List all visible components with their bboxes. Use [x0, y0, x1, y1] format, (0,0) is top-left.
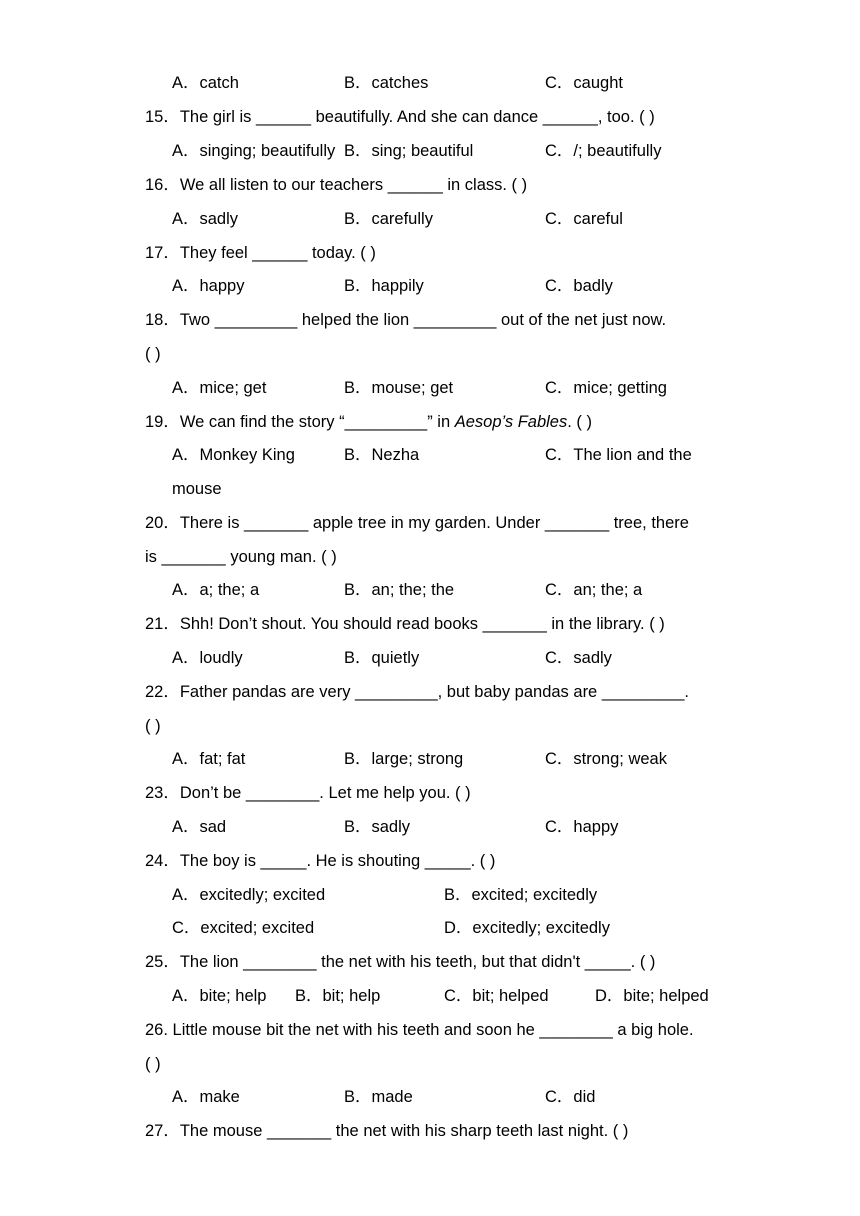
option-c-wrap: mouse	[172, 480, 222, 498]
option-a: A．sad	[172, 818, 227, 836]
option-b: B．sadly	[344, 818, 411, 836]
question-stem	[145, 412, 592, 432]
option-a: A．sadly	[172, 210, 239, 228]
option-c: C．excited; excited	[172, 919, 315, 937]
option-a: A．loudly	[172, 649, 243, 667]
question-stem: 16．We all listen to our teachers ______ in class. ( )	[145, 176, 528, 194]
answer-bracket: ( )	[145, 1055, 161, 1073]
option-a: A．singing; beautifully	[172, 142, 336, 160]
option-c: C．an; the; a	[545, 581, 643, 599]
option-a: A．a; the; a	[172, 581, 260, 599]
option-b: B．made	[344, 1088, 413, 1106]
option-c: C．strong; weak	[545, 750, 667, 768]
option-c: C．careful	[545, 210, 623, 228]
question-stem: 17．They feel ______ today. ( )	[145, 244, 376, 262]
option-c: C．sadly	[545, 649, 612, 667]
option-a: A．fat; fat	[172, 750, 246, 768]
option-c: C．bit; helped	[444, 987, 549, 1005]
question-stem-cont: is _______ young man. ( )	[145, 548, 337, 566]
option-a: A．bite; help	[172, 987, 267, 1005]
option-b: B．happily	[344, 277, 424, 295]
option-b: B．excited; excitedly	[444, 886, 598, 904]
question-stem: 27．The mouse _______ the net with his sharp teeth last night. ( )	[145, 1122, 629, 1140]
option-a: A．catch	[172, 74, 239, 92]
option-b: B．bit; help	[295, 987, 381, 1005]
question-stem: 18．Two _________ helped the lion _________ out of the net just now.	[145, 311, 667, 329]
option-a: A．happy	[172, 277, 245, 295]
option-a: A．Monkey King	[172, 446, 295, 464]
option-c: C．caught	[545, 74, 623, 92]
question-stem: 20．There is _______ apple tree in my garden. Under _______ tree, there	[145, 514, 689, 532]
option-a: A．make	[172, 1088, 240, 1106]
option-a: A．excitedly; excited	[172, 886, 326, 904]
answer-bracket: ( )	[145, 345, 161, 363]
option-c: C．happy	[545, 818, 619, 836]
option-a: A．mice; get	[172, 379, 267, 397]
option-d: D．excitedly; excitedly	[444, 919, 610, 937]
question-stem: 21．Shh! Don’t shout. You should read books _______ in the library. ( )	[145, 615, 665, 633]
option-b: B．large; strong	[344, 750, 464, 768]
question-stem: 25．The lion ________ the net with his teeth, but that didn't _____. ( )	[145, 953, 656, 971]
option-b: B．carefully	[344, 210, 433, 228]
stem-text-end: . ( )	[567, 413, 592, 431]
option-b: B．sing; beautiful	[344, 142, 474, 160]
stem-text: 19．We can find the story “_________” in	[145, 413, 455, 431]
option-c: C．/; beautifully	[545, 142, 662, 160]
question-stem: 24．The boy is _____. He is shouting _____. ( )	[145, 852, 496, 870]
option-c: C．mice; getting	[545, 379, 667, 397]
question-stem: 26. Little mouse bit the net with his teeth and soon he ________ a big hole.	[145, 1021, 694, 1039]
option-b: B．an; the; the	[344, 581, 455, 599]
book-title: Aesop’s Fables	[454, 413, 568, 431]
question-stem: 22．Father pandas are very _________, but baby pandas are _________.	[145, 683, 689, 701]
option-b: B．mouse; get	[344, 379, 454, 397]
option-d: D．bite; helped	[595, 987, 709, 1005]
answer-bracket: ( )	[145, 717, 161, 735]
question-stem: 23．Don’t be ________. Let me help you. ( )	[145, 784, 471, 802]
option-b: B．quietly	[344, 649, 420, 667]
question-stem: 15．The girl is ______ beautifully. And she can dance ______, too. ( )	[145, 108, 655, 126]
option-c: C．badly	[545, 277, 613, 295]
option-c: C．did	[545, 1088, 596, 1106]
option-c: C．The lion and the	[545, 446, 692, 464]
option-b: B．Nezha	[344, 446, 420, 464]
option-b: B．catches	[344, 74, 429, 92]
